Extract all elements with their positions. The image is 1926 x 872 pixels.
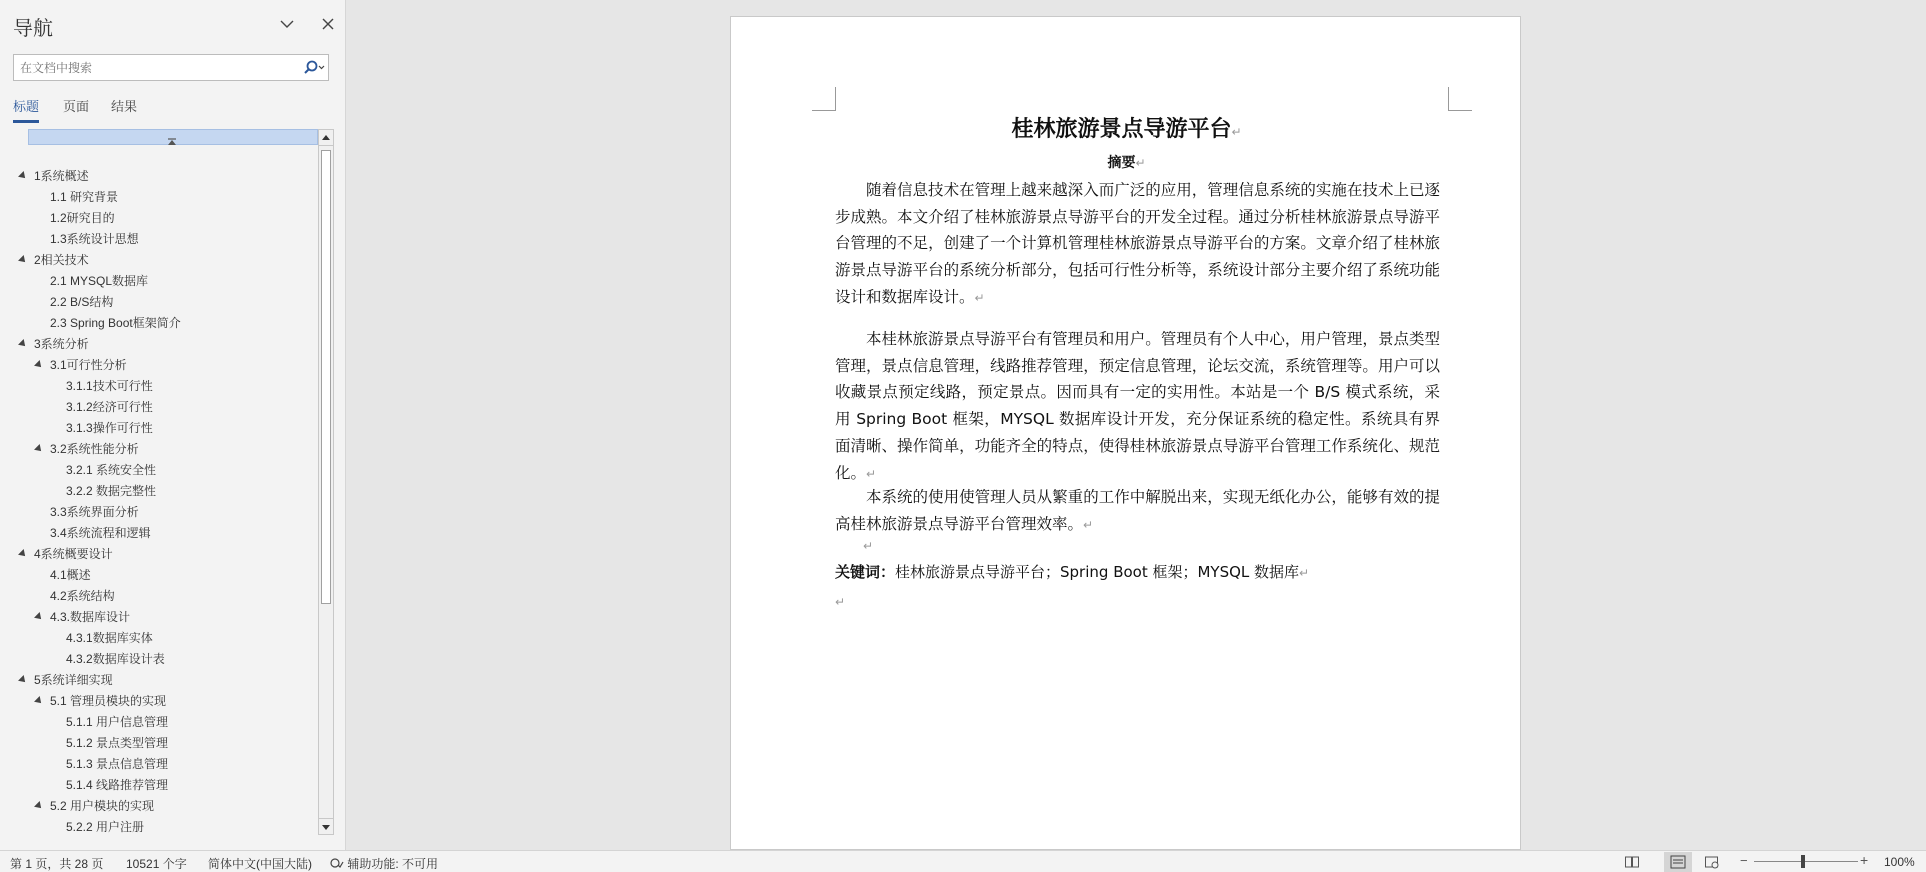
heading-item[interactable] — [50, 796, 154, 817]
heading-item-label: 5.1.2 景点类型管理 — [66, 736, 169, 750]
word-count[interactable]: 10521 个字 — [126, 857, 187, 871]
expand-triangle-icon[interactable] — [34, 696, 44, 706]
abstract-paragraph: 本系统的使用使管理人员从繁重的工作中解脱出来，实现无纸化办公，能够有效的提高桂林旅游景点导游平台管理效率。↵ — [835, 488, 1440, 533]
expand-triangle-icon[interactable] — [18, 339, 28, 349]
heading-item[interactable] — [66, 460, 156, 481]
heading-item[interactable] — [50, 271, 148, 292]
heading-item-label: 1.2研究目的 — [50, 211, 115, 225]
print-layout-icon[interactable] — [1664, 852, 1692, 872]
heading-item-label: 3.3系统界面分析 — [50, 505, 139, 519]
heading-item-label: 5.1.3 景点信息管理 — [66, 757, 169, 771]
heading-item-label: 4系统概要设计 — [34, 547, 113, 561]
zoom-in-button[interactable]: + — [1860, 852, 1869, 868]
expand-triangle-icon[interactable] — [18, 255, 28, 265]
heading-item-label: 4.3.1数据库实体 — [66, 631, 153, 645]
heading-item[interactable] — [50, 586, 115, 607]
heading-item[interactable] — [66, 628, 153, 649]
heading-item[interactable] — [66, 817, 144, 838]
heading-item-label: 5.2 用户模块的实现 — [50, 799, 155, 813]
tab-pages[interactable]: 页面 — [63, 99, 90, 114]
page-count[interactable]: 第 1 页，共 28 页 — [10, 857, 104, 871]
heading-item[interactable] — [66, 712, 168, 733]
search-box — [13, 54, 329, 81]
margin-corner-top-left — [812, 87, 836, 111]
heading-item[interactable] — [50, 439, 139, 460]
paragraph-mark: ↵ — [863, 539, 874, 553]
heading-item[interactable] — [34, 250, 89, 271]
close-icon[interactable] — [318, 14, 338, 34]
heading-item[interactable] — [50, 691, 166, 712]
zoom-level[interactable]: 100% — [1884, 855, 1915, 869]
heading-item-label: 3.2.2 数据完整性 — [66, 484, 157, 498]
read-mode-icon[interactable] — [1624, 855, 1640, 869]
heading-item-label: 1系统概述 — [34, 169, 89, 183]
paragraph-mark: ↵ — [866, 466, 877, 481]
heading-item[interactable] — [50, 523, 151, 544]
abstract-paragraph: 随着信息技术在管理上越来越深入而广泛的应用，管理信息系统的实施在技术上已逐步成熟。本文介绍了桂林旅游景点导游平台的开发全过程。通过分析桂林旅游景点导游平台管理的不足，创建了一个计算机管理桂林旅游景点导游平台的方案。文章介绍了桂林旅游景点导游平台的系统分析部分，包括可行性分析等，系统设计部分主要介绍了系统功能设计和数据库设计。↵ — [835, 181, 1440, 306]
paragraph-mark: ↵ — [1083, 517, 1094, 532]
heading-item-label: 3.1.2经济可行性 — [66, 400, 153, 414]
zoom-out-button[interactable]: − — [1740, 853, 1748, 868]
heading-item[interactable] — [50, 607, 130, 628]
expand-triangle-icon[interactable] — [18, 171, 28, 181]
keywords-text: 桂林旅游景点导游平台；Spring Boot 框架；MYSQL 数据库 — [895, 563, 1300, 581]
paragraph-mark: ↵ — [974, 290, 985, 305]
collapse-up-icon — [167, 133, 177, 151]
heading-item[interactable] — [50, 292, 113, 313]
paragraph-mark: ↵ — [835, 595, 846, 609]
heading-item-label: 2.2 B/S结构 — [50, 295, 114, 309]
heading-item[interactable] — [50, 229, 139, 250]
heading-item[interactable] — [66, 733, 168, 754]
heading-item-label: 3系统分析 — [34, 337, 89, 351]
scroll-thumb[interactable] — [321, 150, 331, 604]
heading-item-label: 2.3 Spring Boot框架简介 — [50, 316, 181, 330]
nav-scrollbar[interactable] — [318, 129, 334, 835]
zoom-slider-thumb[interactable] — [1801, 855, 1805, 868]
status-bar — [0, 850, 1926, 872]
heading-item-label: 2.1 MYSQL数据库 — [50, 274, 149, 288]
expand-triangle-icon[interactable] — [34, 801, 44, 811]
heading-item-label: 3.1可行性分析 — [50, 358, 127, 372]
heading-item-label: 3.4系统流程和逻辑 — [50, 526, 151, 540]
heading-item-label: 1.3系统设计思想 — [50, 232, 139, 246]
heading-item-label: 5.2.2 用户注册 — [66, 820, 145, 834]
heading-item-label: 3.2.1 系统安全性 — [66, 463, 157, 477]
document-title: 桂林旅游景点导游平台↵ — [1011, 117, 1242, 142]
accessibility-status[interactable]: 辅助功能: 不可用 — [330, 855, 438, 872]
heading-item[interactable] — [34, 334, 89, 355]
heading-item[interactable] — [50, 565, 91, 586]
heading-item[interactable] — [50, 313, 181, 334]
keywords-label: 关键词： — [835, 563, 896, 581]
navigation-pane — [0, 0, 346, 850]
abstract-heading: 摘要↵ — [1107, 155, 1146, 171]
heading-item[interactable] — [66, 376, 153, 397]
heading-item-label: 5系统详细实现 — [34, 673, 113, 687]
heading-item[interactable] — [66, 397, 153, 418]
heading-item[interactable] — [34, 544, 113, 565]
abstract-paragraph: 本桂林旅游景点导游平台有管理员和用户。管理员有个人中心，用户管理，景点类型管理，景点信息管理，线路推荐管理，预定信息管理，论坛交流，系统管理等。用户可以收藏景点预定线路，预定景点。因而具有一定的实用性。本站是一个 B/S 模式系统，采用 Spring Boot 框架，MYSQL 数据库设计开发，充分保证系统的稳定性。系统具有界面清晰、操作简单，功能齐全的特点，使得桂林旅游景点导游平台管理工作系统化、规范化。↵ — [835, 330, 1440, 482]
expand-triangle-icon[interactable] — [34, 612, 44, 622]
scroll-up-icon[interactable] — [319, 130, 333, 146]
heading-item[interactable] — [34, 670, 113, 691]
heading-item[interactable] — [66, 481, 156, 502]
nav-header — [13, 12, 333, 38]
heading-item[interactable] — [50, 355, 127, 376]
heading-item-label: 3.1.1技术可行性 — [66, 379, 153, 393]
heading-item-label: 4.2系统结构 — [50, 589, 115, 603]
heading-item-label: 4.3.数据库设计 — [50, 610, 131, 624]
heading-item[interactable] — [66, 418, 153, 439]
margin-corner-top-right — [1448, 87, 1472, 111]
heading-item-label: 4.1概述 — [50, 568, 91, 582]
nav-title: 导航 — [13, 18, 53, 40]
tab-results[interactable]: 结果 — [111, 99, 138, 114]
zoom-slider[interactable] — [1754, 861, 1858, 862]
accessibility-icon — [330, 857, 347, 871]
heading-item[interactable] — [34, 166, 89, 187]
keywords-line — [835, 561, 1309, 582]
heading-item-label: 5.1.4 线路推荐管理 — [66, 778, 169, 792]
scroll-down-icon[interactable] — [319, 818, 333, 834]
heading-item[interactable] — [66, 754, 168, 775]
search-input[interactable] — [20, 58, 290, 77]
chevron-down-icon[interactable] — [277, 14, 297, 34]
expand-triangle-icon[interactable] — [34, 444, 44, 454]
heading-item-label: 3.1.3操作可行性 — [66, 421, 153, 435]
tab-headings[interactable]: 标题 — [13, 96, 39, 123]
language-indicator[interactable]: 简体中文(中国大陆) — [208, 857, 312, 871]
headings-tree — [0, 166, 318, 838]
heading-item-label: 5.1.1 用户信息管理 — [66, 715, 169, 729]
paragraph-mark: ↵ — [1299, 566, 1310, 580]
heading-item[interactable] — [50, 502, 139, 523]
heading-item-label: 4.3.2数据库设计表 — [66, 652, 165, 666]
heading-item[interactable] — [50, 187, 118, 208]
expand-triangle-icon[interactable] — [18, 675, 28, 685]
expand-triangle-icon[interactable] — [34, 360, 44, 370]
heading-item-label: 3.2系统性能分析 — [50, 442, 139, 456]
document-page[interactable] — [730, 16, 1521, 850]
heading-item-label: 5.1 管理员模块的实现 — [50, 694, 167, 708]
heading-item[interactable] — [50, 208, 115, 229]
paragraph-mark: ↵ — [1231, 125, 1242, 139]
heading-item-label: 2相关技术 — [34, 253, 89, 267]
heading-item[interactable] — [66, 649, 165, 670]
expand-triangle-icon[interactable] — [18, 549, 28, 559]
paragraph-mark: ↵ — [1135, 156, 1146, 170]
collapse-all-bar[interactable] — [28, 129, 318, 145]
web-layout-icon[interactable] — [1704, 855, 1720, 869]
heading-item[interactable] — [66, 775, 168, 796]
search-icon[interactable] — [301, 59, 327, 77]
heading-item-label: 1.1 研究背景 — [50, 190, 119, 204]
